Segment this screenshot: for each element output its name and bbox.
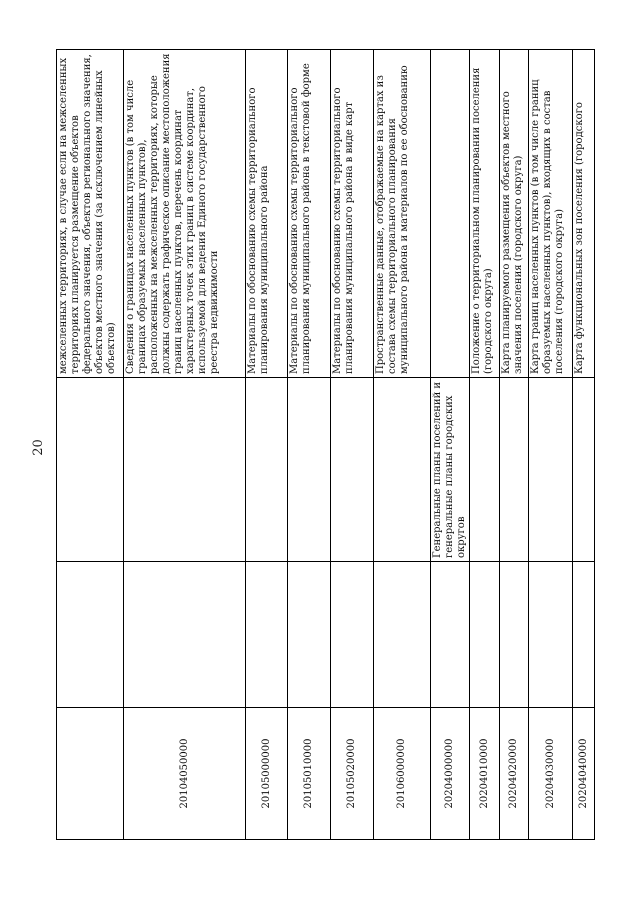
cell-col3 (374, 378, 431, 562)
cell-code: 20105020000 (331, 708, 374, 840)
cell-col2 (246, 562, 288, 708)
cell-col2 (500, 562, 529, 708)
cell-col3 (331, 378, 374, 562)
cell-code (57, 708, 124, 840)
table-row (288, 50, 331, 840)
table-container (56, 50, 589, 840)
cell-col4: Карта функциональных зон поселения (городского (573, 50, 595, 378)
table-rotator (56, 50, 589, 840)
cell-code: 20204020000 (500, 708, 529, 840)
cell-col4: Положение о территориальном планировании поселения (городского округа) (470, 50, 500, 378)
table-row (374, 50, 431, 840)
cell-code: 20204000000 (431, 708, 470, 840)
cell-code: 20204010000 (470, 708, 500, 840)
cell-col3 (470, 378, 500, 562)
table-row (57, 50, 124, 840)
cell-col4: Материалы по обоснованию схемы территориального планирования муниципального района (246, 50, 288, 378)
table-row (573, 50, 595, 840)
cell-col4: Карта границ населенных пунктов (в том числе границ образуемых населенных пунктов), входящих в состав поселения (городского округа) (529, 50, 573, 378)
cell-col2 (288, 562, 331, 708)
cell-col3 (57, 378, 124, 562)
cell-col3 (124, 378, 246, 562)
cell-code: 20105010000 (288, 708, 331, 840)
cell-code: 20204040000 (573, 708, 595, 840)
table-row (331, 50, 374, 840)
cell-col4: Пространственные данные, отображаемые на картах из состава схемы территориального планирования муниципального района и материалов по ее обоснованию (374, 50, 431, 378)
cell-col4: Сведения о границах населенных пунктов (в том числе границах образуемых населенных пунктов), расположенных на межселенных территориях, которые должны содержать графическое описание местоположения границ населенных пунктов, перечень координат характерных точек этих границ в системе координат, используемой для ведения Единого государственного реестра недвижимости (124, 50, 246, 378)
table-row (246, 50, 288, 840)
cell-col2 (374, 562, 431, 708)
cell-col3 (500, 378, 529, 562)
cell-col3 (246, 378, 288, 562)
cell-col3 (573, 378, 595, 562)
cell-col2 (573, 562, 595, 708)
cell-col4: Материалы по обоснованию схемы территориального планирования муниципального района в текстовой форме (288, 50, 331, 378)
cell-col2 (529, 562, 573, 708)
cell-col2 (431, 562, 470, 708)
cell-col2 (57, 562, 124, 708)
cell-col4: Материалы по обоснованию схемы территориального планирования муниципального района в виде карт (331, 50, 374, 378)
cell-col2 (470, 562, 500, 708)
cell-col4 (431, 50, 470, 378)
table-row (500, 50, 529, 840)
cell-col2 (331, 562, 374, 708)
cell-code: 20204030000 (529, 708, 573, 840)
cell-code: 20105000000 (246, 708, 288, 840)
table-row (470, 50, 500, 840)
table-row (431, 50, 470, 840)
cell-col3 (288, 378, 331, 562)
page-number: 20 (30, 439, 46, 456)
table-row (529, 50, 573, 840)
cell-col4: Карта планируемого размещения объектов местного значения поселения (городского округа) (500, 50, 529, 378)
cell-col3: Генеральные планы поселений и генеральные планы городских округов (431, 378, 470, 562)
cell-col3 (529, 378, 573, 562)
cell-col2 (124, 562, 246, 708)
table-row (124, 50, 246, 840)
cell-code: 20106000000 (374, 708, 431, 840)
cell-col4: межселенных территориях, в случае если на межселенных территориях планируется размещение объектов федерального значения, объектов регионального значения, объектов местного значения (за исключением линейных объектов) (57, 50, 124, 378)
document-table (56, 49, 595, 840)
cell-code: 20104050000 (124, 708, 246, 840)
